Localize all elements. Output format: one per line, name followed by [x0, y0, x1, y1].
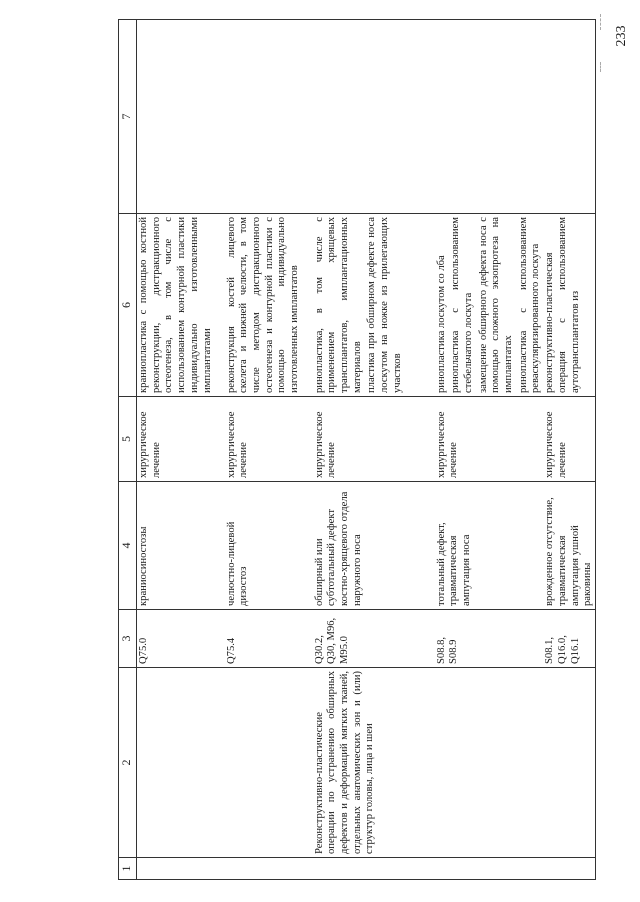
method-text: ринопластика, в том числе с применением хрящевых трансплантатов, имплантационных материалов — [313, 217, 363, 393]
cell-icd-code: Q75.0 — [137, 610, 225, 668]
cell-condition: обширный или субтотальный дефект костно-хрящевого отдела наружного носа — [313, 482, 435, 610]
table-row — [435, 20, 544, 880]
cell-icd-code: Q30.2, Q30, M96, M95.0 — [313, 610, 435, 668]
cell-operation-group — [137, 668, 225, 858]
cell-treatment-type: хирургическое лечение — [435, 397, 544, 482]
cell-operation-group: Реконструктивно-пластические операции по устранению обширных дефектов и деформаций мягких тканей, отдельных анатомических зон и (или) структур головы, лица и шеи — [313, 668, 435, 858]
method-text: пластика при обширном дефекте носа лоскутом на ножке из прилегающих участков — [366, 217, 403, 393]
cell-icd-code: S08.8, S08.9 — [435, 610, 544, 668]
scan-mark — [600, 62, 603, 72]
cell-treatment-type: хирургическое лечение — [313, 397, 435, 482]
method-text: ринопластика с использованием стебельчатого лоскута — [450, 217, 474, 393]
method-text: краниопластика с помощью костной реконструкции, дистракционного остеогенеза, в том числе с использованием контурной пластики индивидуально изготовленными имплантатами — [138, 217, 213, 393]
cell-method — [137, 214, 225, 397]
method-text: замещение обширного дефекта носа с помощью сложного экзопротеза на имплантатах — [477, 217, 515, 393]
col-header: 4 — [119, 482, 137, 610]
col-header: 3 — [119, 610, 137, 668]
cell-condition: тотальный дефект, травматическая ампутация носа — [435, 482, 544, 610]
cell-method — [313, 214, 435, 397]
page-number: 233 — [614, 25, 629, 47]
cell-operation-group — [435, 668, 544, 858]
cell-treatment-type: хирургическое лечение — [225, 397, 313, 482]
cell-condition: краниосиностозы — [137, 482, 225, 610]
table-row — [137, 20, 225, 880]
col-header: 7 — [119, 20, 137, 214]
table-row — [225, 20, 313, 880]
cell-norm — [435, 20, 544, 214]
cell-icd-code: S08.1, Q16.0, Q16.1 — [543, 610, 595, 668]
cell-norm — [543, 20, 595, 214]
medical-care-table — [118, 19, 596, 880]
cell-number — [435, 858, 544, 880]
cell-condition: челюстно-лицевой дизостоз — [225, 482, 313, 610]
cell-number — [225, 858, 313, 880]
col-header: 2 — [119, 668, 137, 858]
cell-number — [137, 858, 225, 880]
col-header: 6 — [119, 214, 137, 397]
scan-mark — [600, 14, 603, 30]
method-text: реконструкция костей лицевого скелета и нижней челюсти, в том числе методом дистракционного остеогенеза и контурной пластики с помощью индивидуально изготовленных имплантатов — [225, 217, 301, 393]
cell-method — [225, 214, 313, 397]
method-text: ринопластика с использованием реваскуляризированного лоскута — [517, 217, 542, 393]
cell-norm — [137, 20, 225, 214]
cell-icd-code: Q75.4 — [225, 610, 313, 668]
cell-norm — [225, 20, 313, 214]
col-header: 1 — [119, 858, 137, 880]
rotated-table-page — [118, 20, 594, 880]
cell-condition: врожденное отсутствие, травматическая ампутация ушной раковины — [543, 482, 595, 610]
cell-operation-group — [543, 668, 595, 858]
cell-method — [543, 214, 595, 397]
column-number-row — [119, 20, 137, 880]
cell-treatment-type: хирургическое лечение — [137, 397, 225, 482]
table-row — [313, 20, 435, 880]
cell-number — [313, 858, 435, 880]
cell-method — [435, 214, 544, 397]
cell-operation-group — [225, 668, 313, 858]
col-header: 5 — [119, 397, 137, 482]
cell-treatment-type: хирургическое лечение — [543, 397, 595, 482]
method-text: ринопластика лоскутом со лба — [435, 255, 447, 393]
cell-norm — [313, 20, 435, 214]
method-text: реконструктивно-пластическая операция с использованием аутотрансплантатов из — [544, 217, 581, 393]
table-row — [543, 20, 595, 880]
cell-number — [543, 858, 595, 880]
